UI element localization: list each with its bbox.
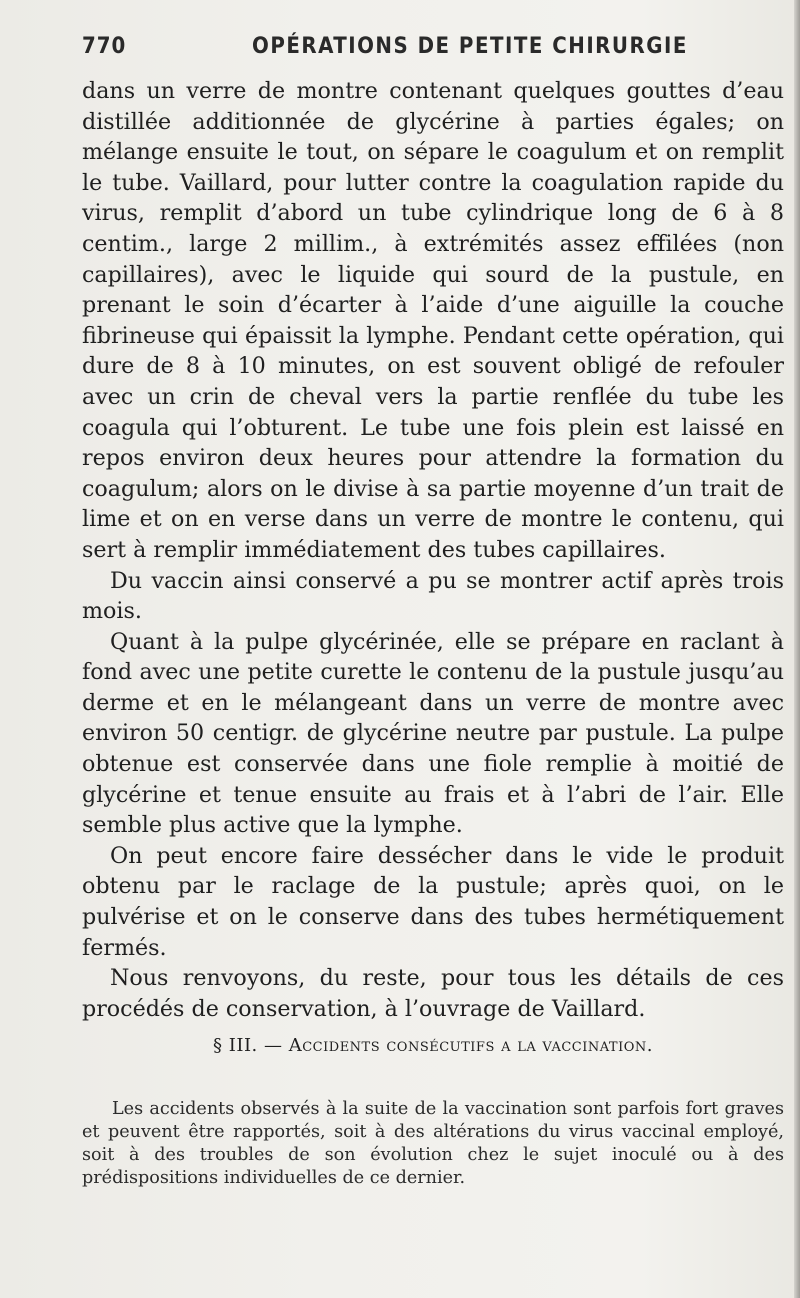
small-paragraph: Les accidents observés à la suite de la vaccination sont parfois fort graves et peuvent être rapportés, soit à des altérations du virus vaccinal employé, soit à des troubles de son évolution chez le sujet inoculé ou à des prédispositions individuelles de ce dernier. [82, 1098, 784, 1188]
section-mark: § III. [213, 1035, 258, 1056]
page-edge [794, 0, 800, 1298]
section-heading [82, 1034, 784, 1058]
running-head-title: OPÉRATIONS DE PETITE CHIRURGIE [252, 34, 688, 59]
paragraph-4: On peut encore faire dessécher dans le vide le produit obtenu par le raclage de la pustule; après quoi, on le pulvérise et on le conserve dans des tubes hermétiquement fermés. [82, 842, 784, 961]
paragraph-1: dans un verre de montre contenant quelques gouttes d’eau distillée additionnée de glycérine à parties égales; on mélange ensuite le tout, on sépare le coagulum et on remplit le tube. Vaillard, pour lutter contre la coagulation rapide du virus, remplit d’abord un tube cylindrique long de 6 à 8 centim., large 2 millim., à extrémités assez effilées (non capillaires), avec le liquide qui sourd de la pustule, en prenant le soin d’écarter à l’aide d’une aiguille la couche fibrineuse qui épaissit la lymphe. Pendant cette opération, qui dure de 8 à 10 minutes, on est souvent obligé de refouler avec un crin de cheval vers la partie renflée du tube les coagula qui l’obturent. Le tube une fois plein est laissé en repos environ deux heures pour attendre la formation du coagulum; alors on le divise à sa partie moyenne d’un trait de lime et on en verse dans un verre de montre le contenu, qui sert à remplir immédiatement des tubes capillaires. [82, 78, 784, 563]
page-number: 770 [82, 34, 127, 59]
paragraph-2: Du vaccin ainsi conservé a pu se montrer actif après trois mois. [82, 567, 784, 625]
paragraph-3: Quant à la pulpe glycérinée, elle se prépare en raclant à fond avec une petite curette le contenu de la pustule jusqu’au derme et en le mélangeant dans un verre de montre avec environ 50 centigr. de glycérine neutre par pustule. La pulpe obtenue est conservée dans une fiole remplie à moitié de glycérine et tenue ensuite au frais et à l’abri de l’air. Elle semble plus active que la lymphe. [82, 628, 784, 839]
paragraph-5: Nous renvoyons, du reste, pour tous les détails de ces procédés de conservation, à l’ouvrage de Vaillard. [82, 965, 784, 1022]
running-head [82, 34, 782, 70]
body-text [82, 76, 784, 1024]
section-title: — Accidents consécutifs a la vaccination. [264, 1035, 653, 1056]
